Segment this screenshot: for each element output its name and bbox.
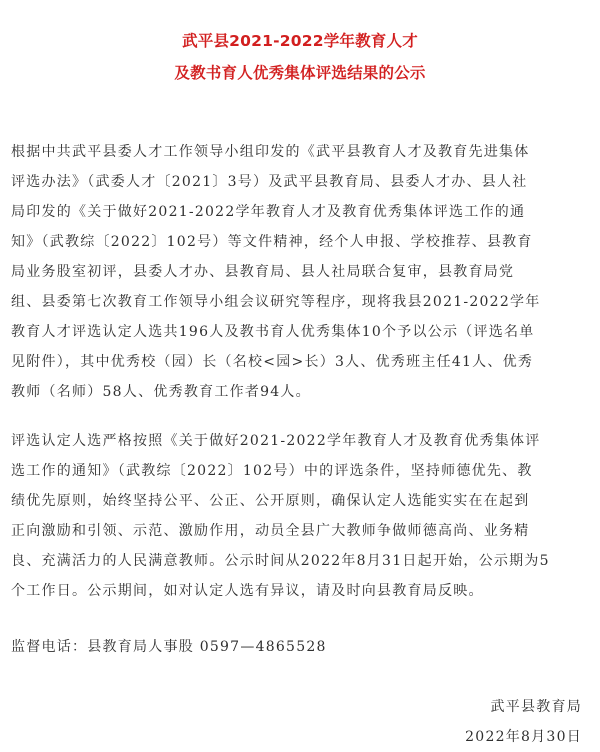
paragraph-2-line: 正向激励和引领、示范、激励作用，动员全县广大教师争做师德高尚、业务精 (11, 523, 530, 539)
paragraph-1 (11, 137, 589, 407)
paragraph-1-line: 教育人才评选认定人选共196人及教书育人优秀集体10个予以公示（评选名单 (11, 324, 535, 340)
supervision-hotline: 监督电话：县教育局人事股 0597—4865528 (11, 639, 327, 655)
paragraph-2-line: 绩优先原则，始终坚持公平、公正、公开原则，确保认定人选能实实在在起到 (11, 493, 530, 509)
paragraph-1-line: 组、县委第七次教育工作领导小组会议研究等程序，现将我县2021-2022学年 (11, 294, 541, 310)
paragraph-2-line: 个工作日。公示期间，如对认定人选有异议，请及时向县教育局反映。 (11, 583, 484, 599)
paragraph-2-line: 选工作的通知》（武教综〔2022〕102号）中的评选条件，坚持师德优先、教 (11, 463, 533, 479)
paragraph-2-line: 良、充满活力的人民满意教师。公示时间从2022年8月31日起开始，公示期为5 (11, 553, 550, 569)
issuing-organization: 武平县教育局 (490, 699, 582, 715)
paragraph-1-line: 局印发的《关于做好2021-2022学年教育人才及教育优秀集体评选工作的通 (11, 204, 526, 220)
paragraph-1-line: 评选办法》（武委人才〔2021〕3号）及武平县教育局、县委人才办、县人社 (11, 174, 528, 190)
paragraph-1-line: 局业务股室初评，县委人才办、县教育局、县人社局联合复审，县教育局党 (11, 264, 515, 280)
paragraph-1-line: 见附件），其中优秀校（园）长（名校<园>长）3人、优秀班主任41人、优秀 (11, 354, 534, 370)
paragraph-2-line: 评选认定人选严格按照《关于做好2021-2022学年教育人才及教育优秀集体评 (11, 433, 541, 449)
paragraph-2 (11, 426, 589, 606)
paragraph-1-line: 根据中共武平县委人才工作领导小组印发的《武平县教育人才及教育先进集体 (11, 144, 530, 160)
notice-title-line-2: 及教书育人优秀集体评选结果的公示 (174, 64, 426, 82)
signature-block (465, 692, 582, 752)
notice-title-line-1: 武平县2021-2022学年教育人才 (182, 32, 418, 50)
paragraph-1-line: 知》（武教综〔2022〕102号）等文件精神，经个人申报、学校推荐、县教育 (11, 234, 533, 250)
paragraph-1-line: 教师（名师）58人、优秀教育工作者94人。 (11, 384, 311, 400)
issue-date: 2022年8月30日 (465, 729, 582, 745)
